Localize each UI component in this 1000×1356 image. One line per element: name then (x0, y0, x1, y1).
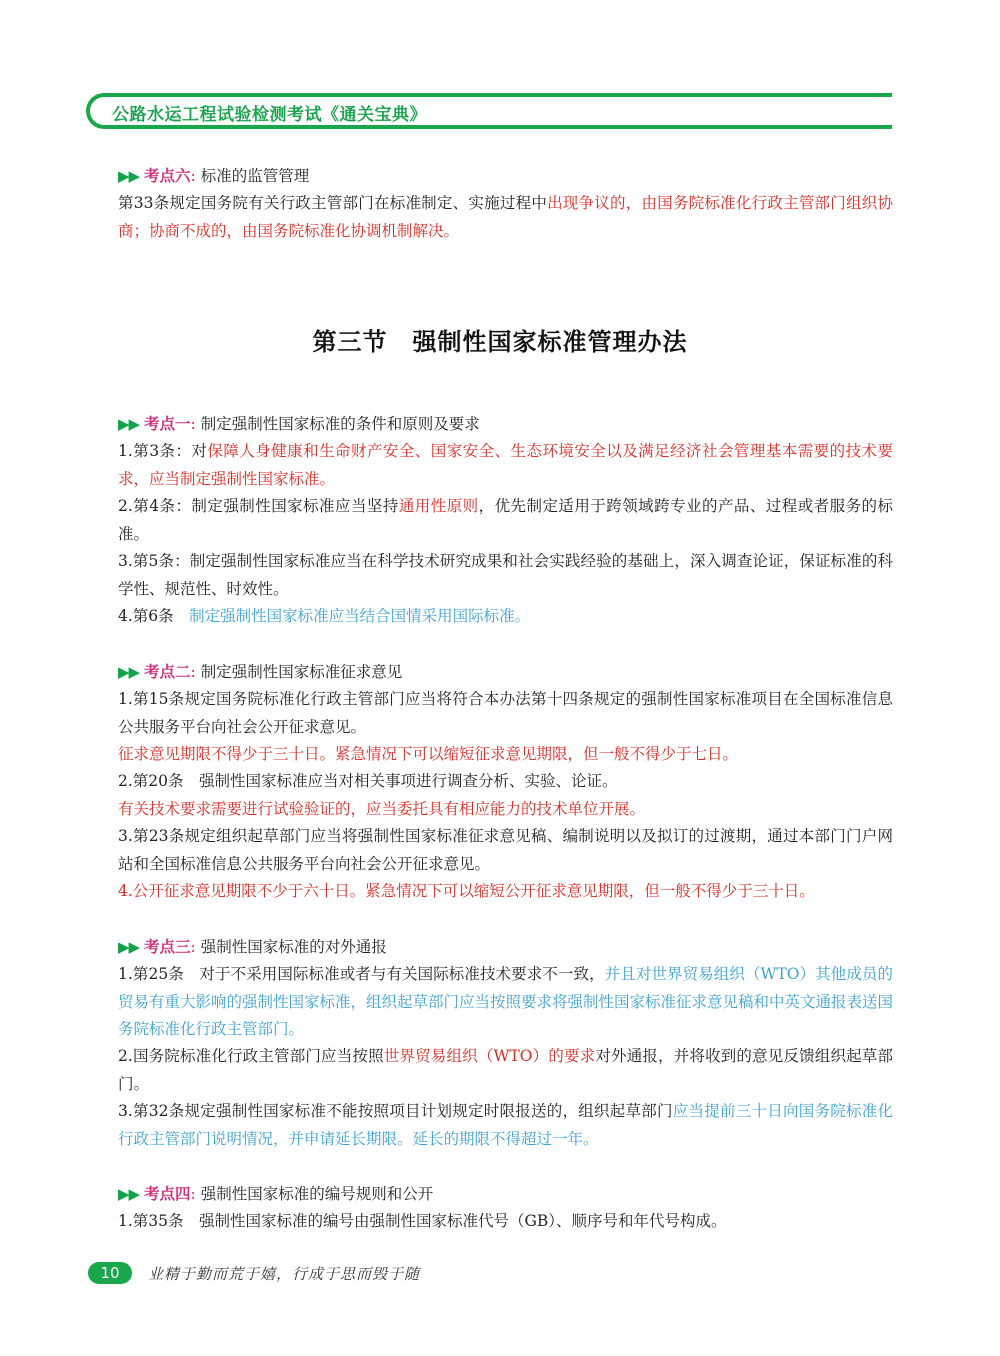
kp1-item-1: 1.第3条：对保障人身健康和生命财产安全、国家安全、生态环境安全以及满足经济社会管理基本需要的技术要求，应当制定强制性国家标准。 (118, 442, 893, 488)
kp2-item-2: 2.第20条 强制性国家标准应当对相关事项进行调查分析、实验、论证。 (118, 772, 618, 790)
kp2-item-3: 3.第23条规定组织起草部门应当将强制性国家标准征求意见稿、编制说明以及拟订的过渡期，通过本部门门户网站和全国标准信息公共服务平台向社会公开征求意见。 (118, 827, 893, 873)
double-arrow-icon: ▶▶ (118, 663, 140, 681)
kp3-label: 考点三 (144, 938, 191, 956)
kp2-item-2-note: 有关技术要求需要进行试验验证的，应当委托具有相应能力的技术单位开展。 (118, 800, 646, 818)
double-arrow-icon: ▶▶ (118, 938, 140, 956)
kp2-label: 考点二 (144, 663, 191, 681)
kp6-heading: ▶▶ 考点六: 标准的监管管理 (118, 167, 310, 185)
double-arrow-icon: ▶▶ (118, 1185, 140, 1203)
kp6-paragraph: 第33条规定国务院有关行政主管部门在标准制定、实施过程中出现争议的，由国务院标准化行政主管部门组织协商；协商不成的，由国务院标准化协调机制解决。 (118, 194, 893, 240)
kp4-title: 强制性国家标准的编号规则和公开 (200, 1185, 434, 1203)
kp2-item-4: 4.公开征求意见期限不少于六十日。紧急情况下可以缩短公开征求意见期限，但一般不得少于三十日。 (118, 882, 815, 900)
running-header-title: 公路水运工程试验检测考试《通关宝典》 (112, 105, 427, 125)
footer-motto: 业精于勤而荒于嬉，行成于思而毁于随 (148, 1265, 421, 1283)
kp3-item-1: 1.第25条 对于不采用国际标准或者与有关国际标准技术要求不一致，并且对世界贸易组织（WTO）其他成员的贸易有重大影响的强制性国家标准，组织起草部门应当按照要求将强制性国家标准征求意见稿和中英文通报表送国务院标准化行政主管部门。 (118, 965, 894, 1038)
kp4-item-1: 1.第35条 强制性国家标准的编号由强制性国家标准代号（GB）、顺序号和年代号构成。 (118, 1212, 727, 1230)
kp2-heading: ▶▶ 考点二: 制定强制性国家标准征求意见 (118, 663, 403, 681)
kp1-item-3: 3.第5条：制定强制性国家标准应当在科学技术研究成果和社会实践经验的基础上，深入调查论证，保证标准的科学性、规范性、时效性。 (118, 552, 893, 598)
kp1-heading: ▶▶ 考点一: 制定强制性国家标准的条件和原则及要求 (118, 415, 480, 433)
kp1-item-4: 4.第6条 制定强制性国家标准应当结合国情采用国际标准。 (118, 607, 531, 625)
double-arrow-icon: ▶▶ (118, 167, 140, 185)
kp4-label: 考点四 (144, 1185, 191, 1203)
kp3-title: 强制性国家标准的对外通报 (200, 938, 387, 956)
page-number: 10 (88, 1262, 132, 1284)
kp2-item-1-note: 征求意见期限不得少于三十日。紧急情况下可以缩短征求意见期限，但一般不得少于七日。 (118, 745, 739, 763)
kp3-heading: ▶▶ 考点三: 强制性国家标准的对外通报 (118, 938, 387, 956)
kp1-item-2: 2.第4条：制定强制性国家标准应当坚持通用性原则，优先制定适用于跨领域跨专业的产品、过程或者服务的标准。 (118, 497, 893, 543)
kp4-heading: ▶▶ 考点四: 强制性国家标准的编号规则和公开 (118, 1185, 434, 1203)
kp2-item-1: 1.第15条规定国务院标准化行政主管部门应当将符合本办法第十四条规定的强制性国家标准项目在全国标准信息公共服务平台向社会公开征求意见。 (118, 690, 893, 736)
kp2-title: 制定强制性国家标准征求意见 (200, 663, 403, 681)
kp3-item-2: 2.国务院标准化行政主管部门应当按照世界贸易组织（WTO）的要求对外通报，并将收到的意见反馈组织起草部门。 (118, 1047, 893, 1093)
double-arrow-icon: ▶▶ (118, 415, 140, 433)
kp6-title: 标准的监管管理 (200, 167, 310, 185)
section-title: 第三节 强制性国家标准管理办法 (312, 327, 688, 356)
kp3-item-3: 3.第32条规定强制性国家标准不能按照项目计划规定时限报送的，组织起草部门应当提前三十日向国务院标准化行政主管部门说明情况，并申请延长期限。延长的期限不得超过一年。 (118, 1102, 893, 1148)
kp6-label: 考点六 (144, 167, 191, 185)
kp1-title: 制定强制性国家标准的条件和原则及要求 (200, 415, 480, 433)
kp1-label: 考点一 (144, 415, 191, 433)
